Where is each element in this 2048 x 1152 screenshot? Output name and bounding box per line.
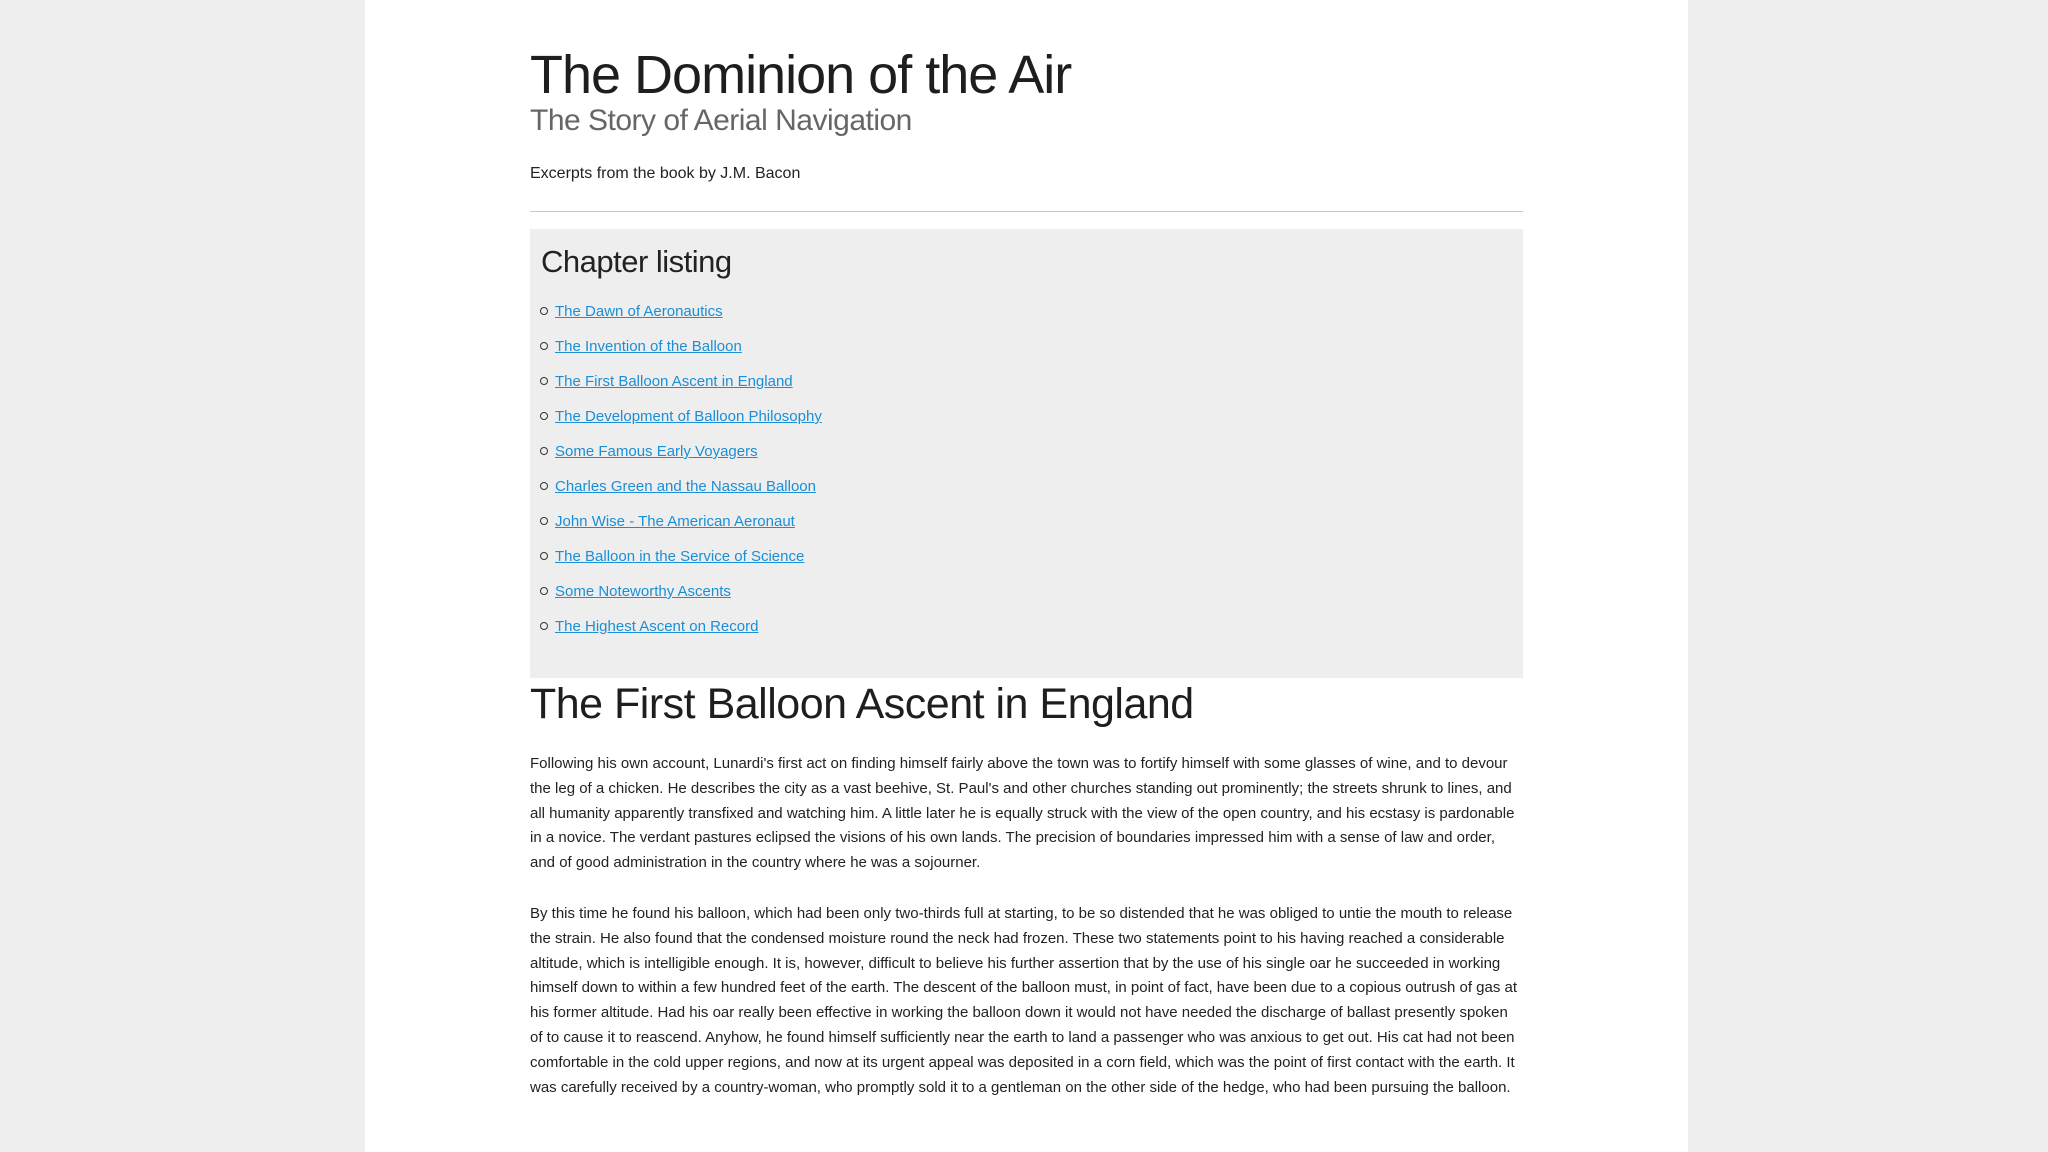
bullet-icon	[540, 342, 548, 350]
bullet-icon	[540, 587, 548, 595]
chapter-link-john-wise[interactable]: John Wise - The American Aeronaut	[555, 513, 795, 530]
chapter-link-invention-of-balloon[interactable]: The Invention of the Balloon	[555, 338, 742, 355]
chapter-link-dawn-of-aeronautics[interactable]: The Dawn of Aeronautics	[555, 303, 723, 320]
chapter-paragraph: By this time he found his balloon, which had been only two-thirds full at starting, to be so distended that he was obliged to untie the mouth to release the strain. He also found that the condensed moisture round the neck had frozen. These two statements point to his having reached a considerable altitude, which is intelligible enough. It is, however, difficult to believe his further assertion that by the use of his single oar he succeeded in working himself down to within a few hundred feet of the earth. The descent of the balloon must, in point of fact, have been due to a copious outrush of gas at his former altitude. Had his oar really been effective in working the balloon down it would not have needed the discharge of ballast presently spoken of to cause it to reascend. Anyhow, he found himself sufficiently near the earth to land a passenger who was anxious to get out. His cat had not been comfortable in the cold upper regions, and now at its urgent appeal was deposited in a corn field, which was the point of first contact with the earth. It was carefully received by a country-woman, who promptly sold it to a gentleman on the other side of the hedge, who had been pursuing the balloon.	[530, 905, 1518, 1096]
chapter-list	[540, 301, 822, 651]
chapter-link-first-balloon-ascent[interactable]: The First Balloon Ascent in England	[555, 373, 793, 390]
chapter-link-famous-voyagers[interactable]: Some Famous Early Voyagers	[555, 443, 758, 460]
bullet-icon	[540, 377, 548, 385]
bullet-icon	[540, 622, 548, 630]
bullet-icon	[540, 482, 548, 490]
chapter-link-balloon-philosophy[interactable]: The Development of Balloon Philosophy	[555, 408, 822, 425]
chapter-link-noteworthy-ascents[interactable]: Some Noteworthy Ascents	[555, 583, 731, 600]
bullet-icon	[540, 517, 548, 525]
chapter-link-charles-green[interactable]: Charles Green and the Nassau Balloon	[555, 478, 816, 495]
chapter-list-item	[540, 581, 822, 616]
chapter-link-balloon-science[interactable]: The Balloon in the Service of Science	[555, 548, 805, 565]
chapter-list-item	[540, 616, 822, 651]
chapter-paragraph: Following his own account, Lunardi's first act on finding himself fairly above the town was to fortify himself with some glasses of wine, and to devour the leg of a chicken. He describes the city as a vast beehive, St. Paul's and other churches standing out prominently; the streets shrunk to lines, and all humanity apparently transfixed and watching him. A little later he is equally struck with the view of the open country, and his ecstasy is pardonable in a novice. The verdant pastures eclipsed the visions of his own lands. The precision of boundaries impressed him with a sense of law and order, and of good administration in the country where he was a sojourner.	[530, 755, 1515, 872]
chapter-link-highest-ascent[interactable]: The Highest Ascent on Record	[555, 618, 759, 635]
chapter-listing-heading: Chapter listing	[541, 244, 732, 279]
bullet-icon	[540, 447, 548, 455]
page-sheet	[365, 0, 1688, 1152]
book-subtitle: The Story of Aerial Navigation	[530, 104, 912, 137]
chapter-list-item	[540, 371, 822, 406]
header-divider	[530, 211, 1523, 212]
chapter-list-item	[540, 336, 822, 371]
bullet-icon	[540, 412, 548, 420]
chapter-title: The First Balloon Ascent in England	[530, 680, 1194, 728]
chapter-list-item	[540, 511, 822, 546]
bullet-icon	[540, 307, 548, 315]
chapter-listing-panel	[530, 229, 1523, 678]
book-title: The Dominion of the Air	[530, 45, 1072, 105]
chapter-list-item	[540, 301, 822, 336]
chapter-list-item	[540, 546, 822, 581]
bullet-icon	[540, 552, 548, 560]
chapter-list-item	[540, 441, 822, 476]
byline: Excerpts from the book by J.M. Bacon	[530, 165, 801, 182]
chapter-list-item	[540, 406, 822, 441]
chapter-list-item	[540, 476, 822, 511]
